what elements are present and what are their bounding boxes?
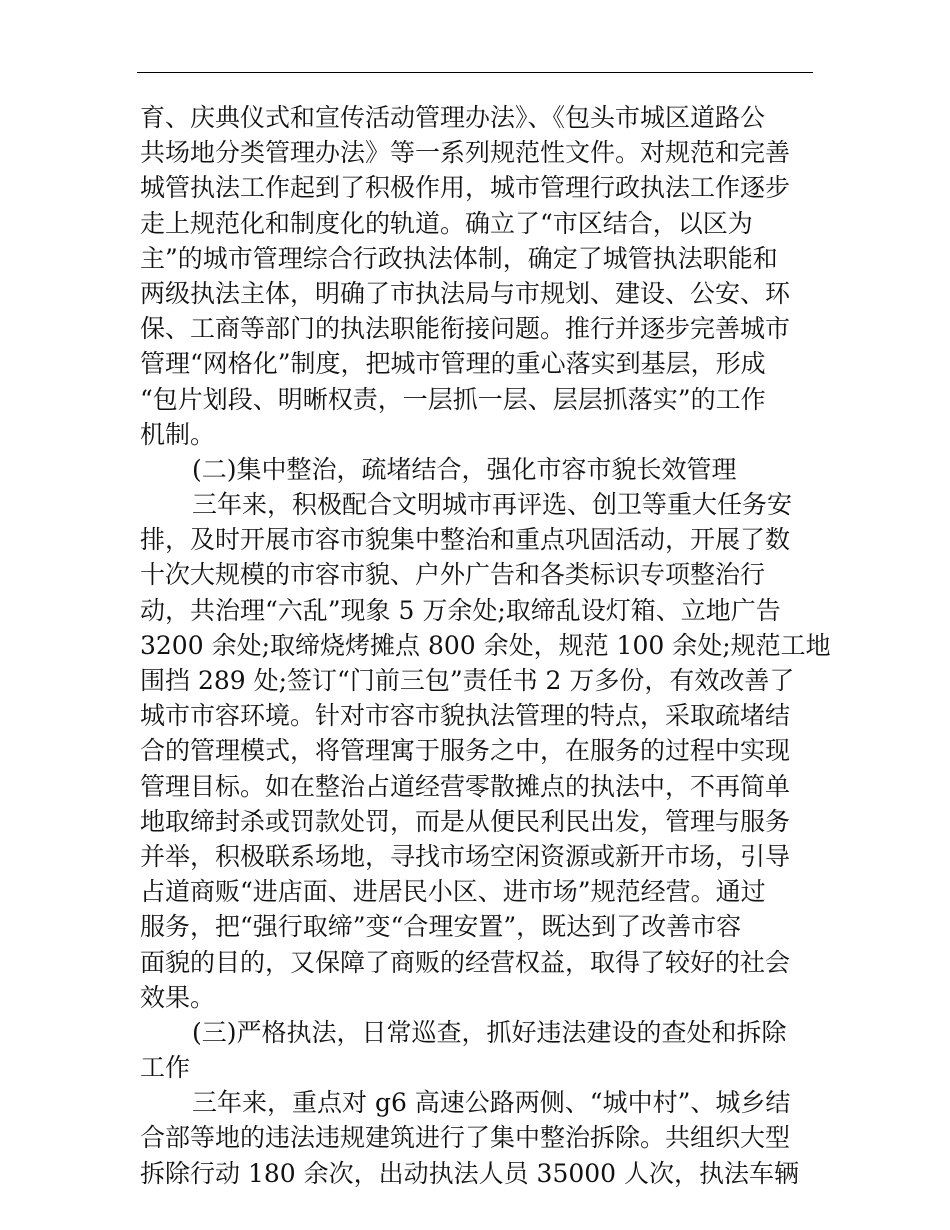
text-line: 两级执法主体，明确了市执法局与市规划、建设、公安、环 (140, 278, 791, 308)
text-line: 城市市容环境。针对市容市貌执法管理的特点，采取疏堵结 (140, 701, 791, 731)
text-line: 主”的城市管理综合行政执法体制，确定了城管执法职能和 (140, 243, 778, 273)
text-line: (二)集中整治，疏堵结合，强化市容市貌长效管理 (192, 454, 737, 484)
text-line: 管理“网格化”制度，把城市管理的重心落实到基层，形成 (140, 349, 766, 379)
text-line: 共场地分类管理办法》等一系列规范性文件。对规范和完善 (140, 138, 791, 168)
text-line: 三年来，积极配合文明城市再评选、创卫等重大任务安 (192, 490, 793, 520)
text-line: 拆除行动 180 余次，出动执法人员 35000 人次，执法车辆 (140, 1158, 800, 1188)
text-line: (三)严格执法，日常巡查，抓好违法建设的查处和拆除 (192, 1017, 787, 1047)
text-line: 地取缔封杀或罚款处罚，而是从便民利民出发，管理与服务 (140, 806, 791, 836)
text-line: 走上规范化和制度化的轨道。确立了“市区结合，以区为 (140, 208, 753, 238)
text-line: 城管执法工作起到了积极作用，城市管理行政执法工作逐步 (140, 173, 791, 203)
text-line: 十次大规模的市容市貌、户外广告和各类标识专项整治行 (140, 560, 766, 590)
text-line: 围挡 289 处;签订“门前三包”责任书 2 万多份，有效改善了 (140, 666, 795, 695)
text-line: 工作 (140, 1053, 191, 1083)
text-line: 效果。 (140, 982, 216, 1012)
text-line: 服务，把“强行取缔”变“合理安置”，既达到了改善市容 (140, 912, 742, 942)
text-line: 保、工商等部门的执法职能衔接问题。推行并逐步完善城市 (140, 314, 791, 344)
text-line: 占道商贩“进店面、进居民小区、进市场”规范经营。通过 (140, 877, 766, 907)
text-line: 合的管理模式，将管理寓于服务之中，在服务的过程中实现 (140, 736, 791, 766)
header-rule (137, 72, 813, 73)
text-line: 三年来，重点对 g6 高速公路两侧、“城中村”、城乡结 (192, 1088, 791, 1118)
text-line: 排，及时开展市容市貌集中整治和重点巩固活动，开展了数 (140, 525, 791, 555)
text-line: “包片划段、明晰权责，一层抓一层、层层抓落实”的工作 (140, 384, 766, 414)
text-line: 动，共治理“六乱”现象 5 万余处;取缔乱设灯箱、立地广告 (140, 595, 781, 625)
text-line: 机制。 (140, 419, 216, 449)
text-line: 并举，积极联系场地，寻找市场空闲资源或新开市场，引导 (140, 841, 791, 871)
text-line: 育、庆典仪式和宣传活动管理办法》、《包头市城区道路公 (140, 103, 766, 132)
text-line: 管理目标。如在整治占道经营零散摊点的执法中，不再简单 (140, 771, 791, 801)
document-body (140, 100, 831, 1191)
text-line: 3200 余处;取缔烧烤摊点 800 余处，规范 100 余处;规范工地 (140, 630, 831, 660)
text-line: 面貌的目的，又保障了商贩的经营权益，取得了较好的社会 (140, 947, 791, 977)
text-line: 合部等地的违法违规建筑进行了集中整治拆除。共组织大型 (140, 1123, 791, 1153)
